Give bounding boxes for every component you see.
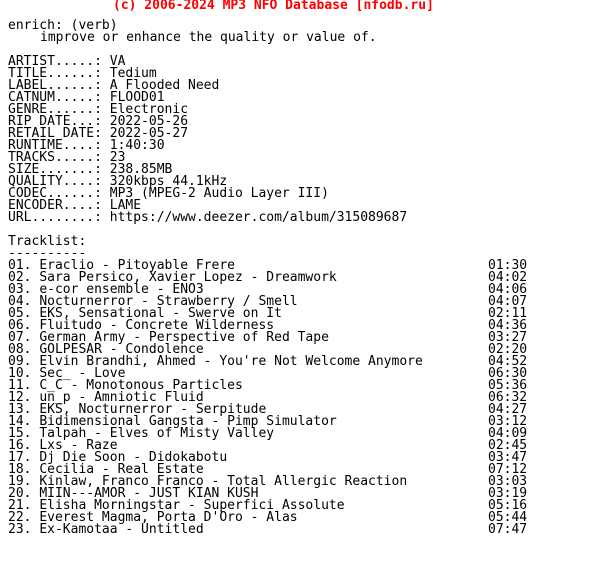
info-value: 2022-05-26 xyxy=(109,114,189,129)
track-duration: 04:52 xyxy=(488,354,528,369)
track-title: Bidimensional Gangsta - Pimp Simulator xyxy=(39,414,337,429)
track-duration: 04:36 xyxy=(488,318,528,333)
track-number: 21. xyxy=(8,498,32,513)
track-title: Dj Die Soon - Didokabotu xyxy=(39,450,228,465)
track-number: 23. xyxy=(8,522,32,537)
track-title: German Army - Perspective of Red Tape xyxy=(39,330,329,345)
track-number: 06. xyxy=(8,318,32,333)
track-title: Elisha Morningstar - Superfici Assolute xyxy=(39,498,345,513)
track-number: 17. xyxy=(8,450,32,465)
track-number: 05. xyxy=(8,306,32,321)
track-title: MIIN---AMOR - JUST KIAN KUSH xyxy=(39,486,259,501)
info-label: LABEL......: xyxy=(8,78,102,93)
track-number: 19. xyxy=(8,474,32,489)
definition-term: enrich: (verb) xyxy=(8,18,118,33)
info-value: 23 xyxy=(109,150,126,165)
track-title: Elvin Brandhi, Ahmed - You're Not Welcome Anymore xyxy=(39,354,423,369)
info-label: TRACKS.....: xyxy=(8,150,102,165)
track-duration: 02:45 xyxy=(488,438,528,453)
info-value: MP3 (MPEG-2 Audio Layer III) xyxy=(109,186,329,201)
track-duration: 04:09 xyxy=(488,426,528,441)
info-label: TITLE......: xyxy=(8,66,102,81)
track-title: Kinlaw, Franco Franco - Total Allergic Reaction xyxy=(39,474,408,489)
tracklist-title: Tracklist: xyxy=(8,234,87,249)
info-value: VA xyxy=(109,54,126,69)
track-title: EKS, Sensational - Swerve on It xyxy=(39,306,282,321)
info-value: Tedium xyxy=(109,66,157,81)
track-duration: 05:44 xyxy=(488,510,528,525)
track-title: Eraclio - Pitoyable Frere xyxy=(39,258,235,273)
tracklist xyxy=(0,260,608,536)
info-label: CODEC......: xyxy=(8,186,102,201)
track-duration: 07:12 xyxy=(488,462,528,477)
track-title: Sara Persico, Xavier Lopez - Dreamwork xyxy=(39,270,337,285)
track-number: 10. xyxy=(8,366,32,381)
info-value: LAME xyxy=(109,198,142,213)
tracklist-underline: ---------- xyxy=(8,246,87,261)
info-label: CATNUM.....: xyxy=(8,90,102,105)
info-label: ARTIST.....: xyxy=(8,54,102,69)
info-value: 2022-05-27 xyxy=(109,126,189,141)
info-value: FLOOD01 xyxy=(109,90,165,105)
track-duration: 03:27 xyxy=(488,330,528,345)
track-duration: 03:19 xyxy=(488,486,528,501)
track-duration: 05:36 xyxy=(488,378,528,393)
track-number: 01. xyxy=(8,258,32,273)
track-duration: 04:07 xyxy=(488,294,528,309)
track-title: EKS, Nocturnerror - Serpitude xyxy=(39,402,267,417)
track-title: un_p - Amniotic Fluid xyxy=(39,390,204,405)
info-value[interactable]: https://www.deezer.com/album/315089687 xyxy=(109,210,408,225)
track-duration: 06:32 xyxy=(488,390,528,405)
definition-meaning: improve or enhance the quality or value of. xyxy=(40,30,377,45)
track-number: 15. xyxy=(8,426,32,441)
info-label: SIZE.......: xyxy=(8,162,102,177)
track-title: Cecilia - Real Estate xyxy=(39,462,204,477)
track-number: 18. xyxy=(8,462,32,477)
info-value: Electronic xyxy=(109,102,189,117)
track-title: C_C - Monotonous Particles xyxy=(39,378,243,393)
track-number: 02. xyxy=(8,270,32,285)
track-duration: 03:12 xyxy=(488,414,528,429)
track-number: 16. xyxy=(8,438,32,453)
info-label: RIP DATE...: xyxy=(8,114,102,129)
track-duration: 04:06 xyxy=(488,282,528,297)
info-value: A Flooded Need xyxy=(109,78,220,93)
copyright-header: (c) 2006-2024 MP3 NFO Database [nfodb.ru] xyxy=(113,0,434,13)
track-number: 20. xyxy=(8,486,32,501)
info-label: ENCODER....: xyxy=(8,198,102,213)
track-number: 07. xyxy=(8,330,32,345)
track-number: 03. xyxy=(8,282,32,297)
info-label: URL........: xyxy=(8,210,102,225)
track-title: GOLPESAR - Condolence xyxy=(39,342,204,357)
track-duration: 02:11 xyxy=(488,306,528,321)
track-row xyxy=(0,524,608,536)
track-number: 14. xyxy=(8,414,32,429)
track-number: 08. xyxy=(8,342,32,357)
track-title: Talpah - Elves of Misty Valley xyxy=(39,426,275,441)
track-duration: 02:20 xyxy=(488,342,528,357)
track-duration: 03:47 xyxy=(488,450,528,465)
track-number: 12. xyxy=(8,390,32,405)
track-number: 09. xyxy=(8,354,32,369)
track-title: Fluitudo - Concrete Wilderness xyxy=(39,318,275,333)
track-duration: 05:16 xyxy=(488,498,528,513)
info-label: RUNTIME....: xyxy=(8,138,102,153)
info-value: 238.85MB xyxy=(109,162,173,177)
track-number: 04. xyxy=(8,294,32,309)
track-title: Everest Magma, Porta D'Oro - Alas xyxy=(39,510,298,525)
track-duration: 03:03 xyxy=(488,474,528,489)
track-title: Nocturnerror - Strawberry / Smell xyxy=(39,294,298,309)
info-label: RETAIL DATE: xyxy=(8,126,102,141)
track-number: 11. xyxy=(8,378,32,393)
info-label: GENRE......: xyxy=(8,102,102,117)
info-value: 320kbps 44.1kHz xyxy=(109,174,228,189)
info-row xyxy=(0,212,608,224)
track-title: Sec_ - Love xyxy=(39,366,126,381)
release-info xyxy=(0,56,608,224)
track-duration: 04:02 xyxy=(488,270,528,285)
track-title: Lxs - Raze xyxy=(39,438,118,453)
track-duration: 06:30 xyxy=(488,366,528,381)
spacer xyxy=(0,224,608,236)
track-duration: 01:30 xyxy=(488,258,528,273)
track-duration: 07:47 xyxy=(488,522,528,537)
track-duration: 04:27 xyxy=(488,402,528,417)
track-title: e-cor ensemble - ENO3 xyxy=(39,282,204,297)
info-value: 1:40:30 xyxy=(109,138,165,153)
track-title: Ex-Kamotaa - Untitled xyxy=(39,522,204,537)
info-label: QUALITY....: xyxy=(8,174,102,189)
track-number: 22. xyxy=(8,510,32,525)
track-number: 13. xyxy=(8,402,32,417)
